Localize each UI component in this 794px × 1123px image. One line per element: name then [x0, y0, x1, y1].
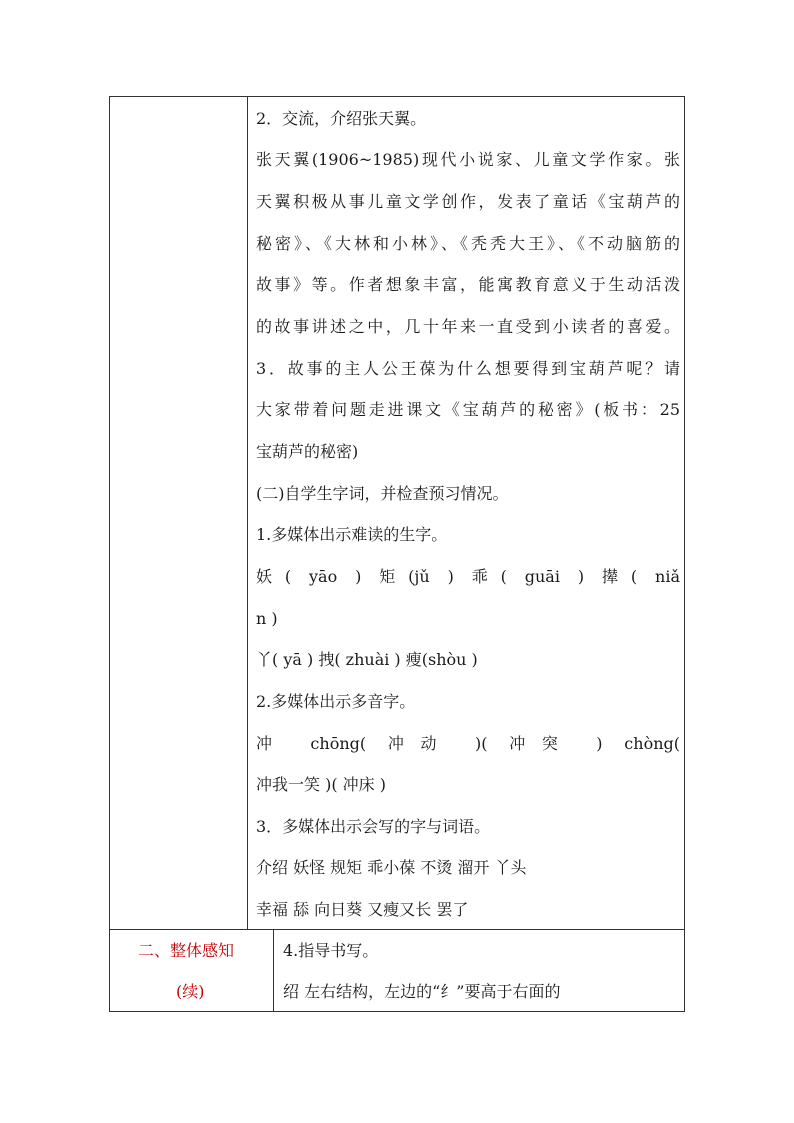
- text-line: (二)自学生字词，并检查预习情况。: [256, 484, 509, 503]
- text-line: 2.多媒体出示多音字。: [256, 692, 416, 711]
- text-line: 介绍 妖怪 规矩 乖小葆 不烫 溜开 丫头: [256, 858, 527, 877]
- text-line: 1.多媒体出示难读的生字。: [256, 525, 448, 544]
- section-label-continued: (续): [176, 982, 205, 1001]
- section-label-cell: [110, 929, 273, 1011]
- text-line: 2．交流，介绍张天翼。: [256, 109, 427, 128]
- text-line: 天翼积极从事儿童文学创作，发表了童话《宝葫芦的: [256, 192, 680, 211]
- content-cell: [256, 97, 680, 929]
- text-line: 妖( yāo ) 矩(jǔ ) 乖( guāi ) 撵( niǎ: [256, 567, 680, 586]
- column-divider-bottom: [273, 929, 274, 1011]
- section-label: 二、整体感知: [138, 941, 235, 960]
- text-line: 4.指导书写。: [283, 941, 379, 960]
- text-line: 冲 chōng( 冲动 )( 冲突 ) chòng(: [256, 734, 680, 753]
- text-line: 张天翼(1906~1985)现代小说家、儿童文学作家。张: [256, 150, 680, 169]
- text-line: 宝葫芦的秘密): [256, 442, 359, 461]
- text-line: 秘密》、《大林和小林》、《秃秃大王》、《不动脑筋的: [256, 234, 680, 253]
- text-line: 的故事讲述之中，几十年来一直受到小读者的喜爱。: [256, 317, 680, 336]
- lesson-plan-table: [109, 96, 685, 1012]
- text-line: 冲我一笑 )( 冲床 ): [256, 775, 386, 794]
- text-line: 丫( yā ) 拽( zhuài ) 瘦(shòu ): [256, 650, 478, 669]
- text-line: 故事》等。作者想象丰富，能寓教育意义于生动活泼: [256, 275, 680, 294]
- text-line: 3．故事的主人公王葆为什么想要得到宝葫芦呢？请: [256, 359, 680, 378]
- column-divider-top: [247, 97, 248, 929]
- text-line: 大家带着问题走进课文《宝葫芦的秘密》(板书：25: [256, 400, 680, 419]
- text-line: 绍 左右结构，左边的“纟”要高于右面的: [283, 982, 561, 1001]
- text-line: n ): [256, 609, 278, 628]
- text-line: 幸福 舔 向日葵 又瘦又长 罢了: [256, 900, 469, 919]
- text-line: 3．多媒体出示会写的字与词语。: [256, 817, 491, 836]
- writing-guide-cell: [283, 929, 681, 1011]
- empty-label-cell: [110, 97, 247, 929]
